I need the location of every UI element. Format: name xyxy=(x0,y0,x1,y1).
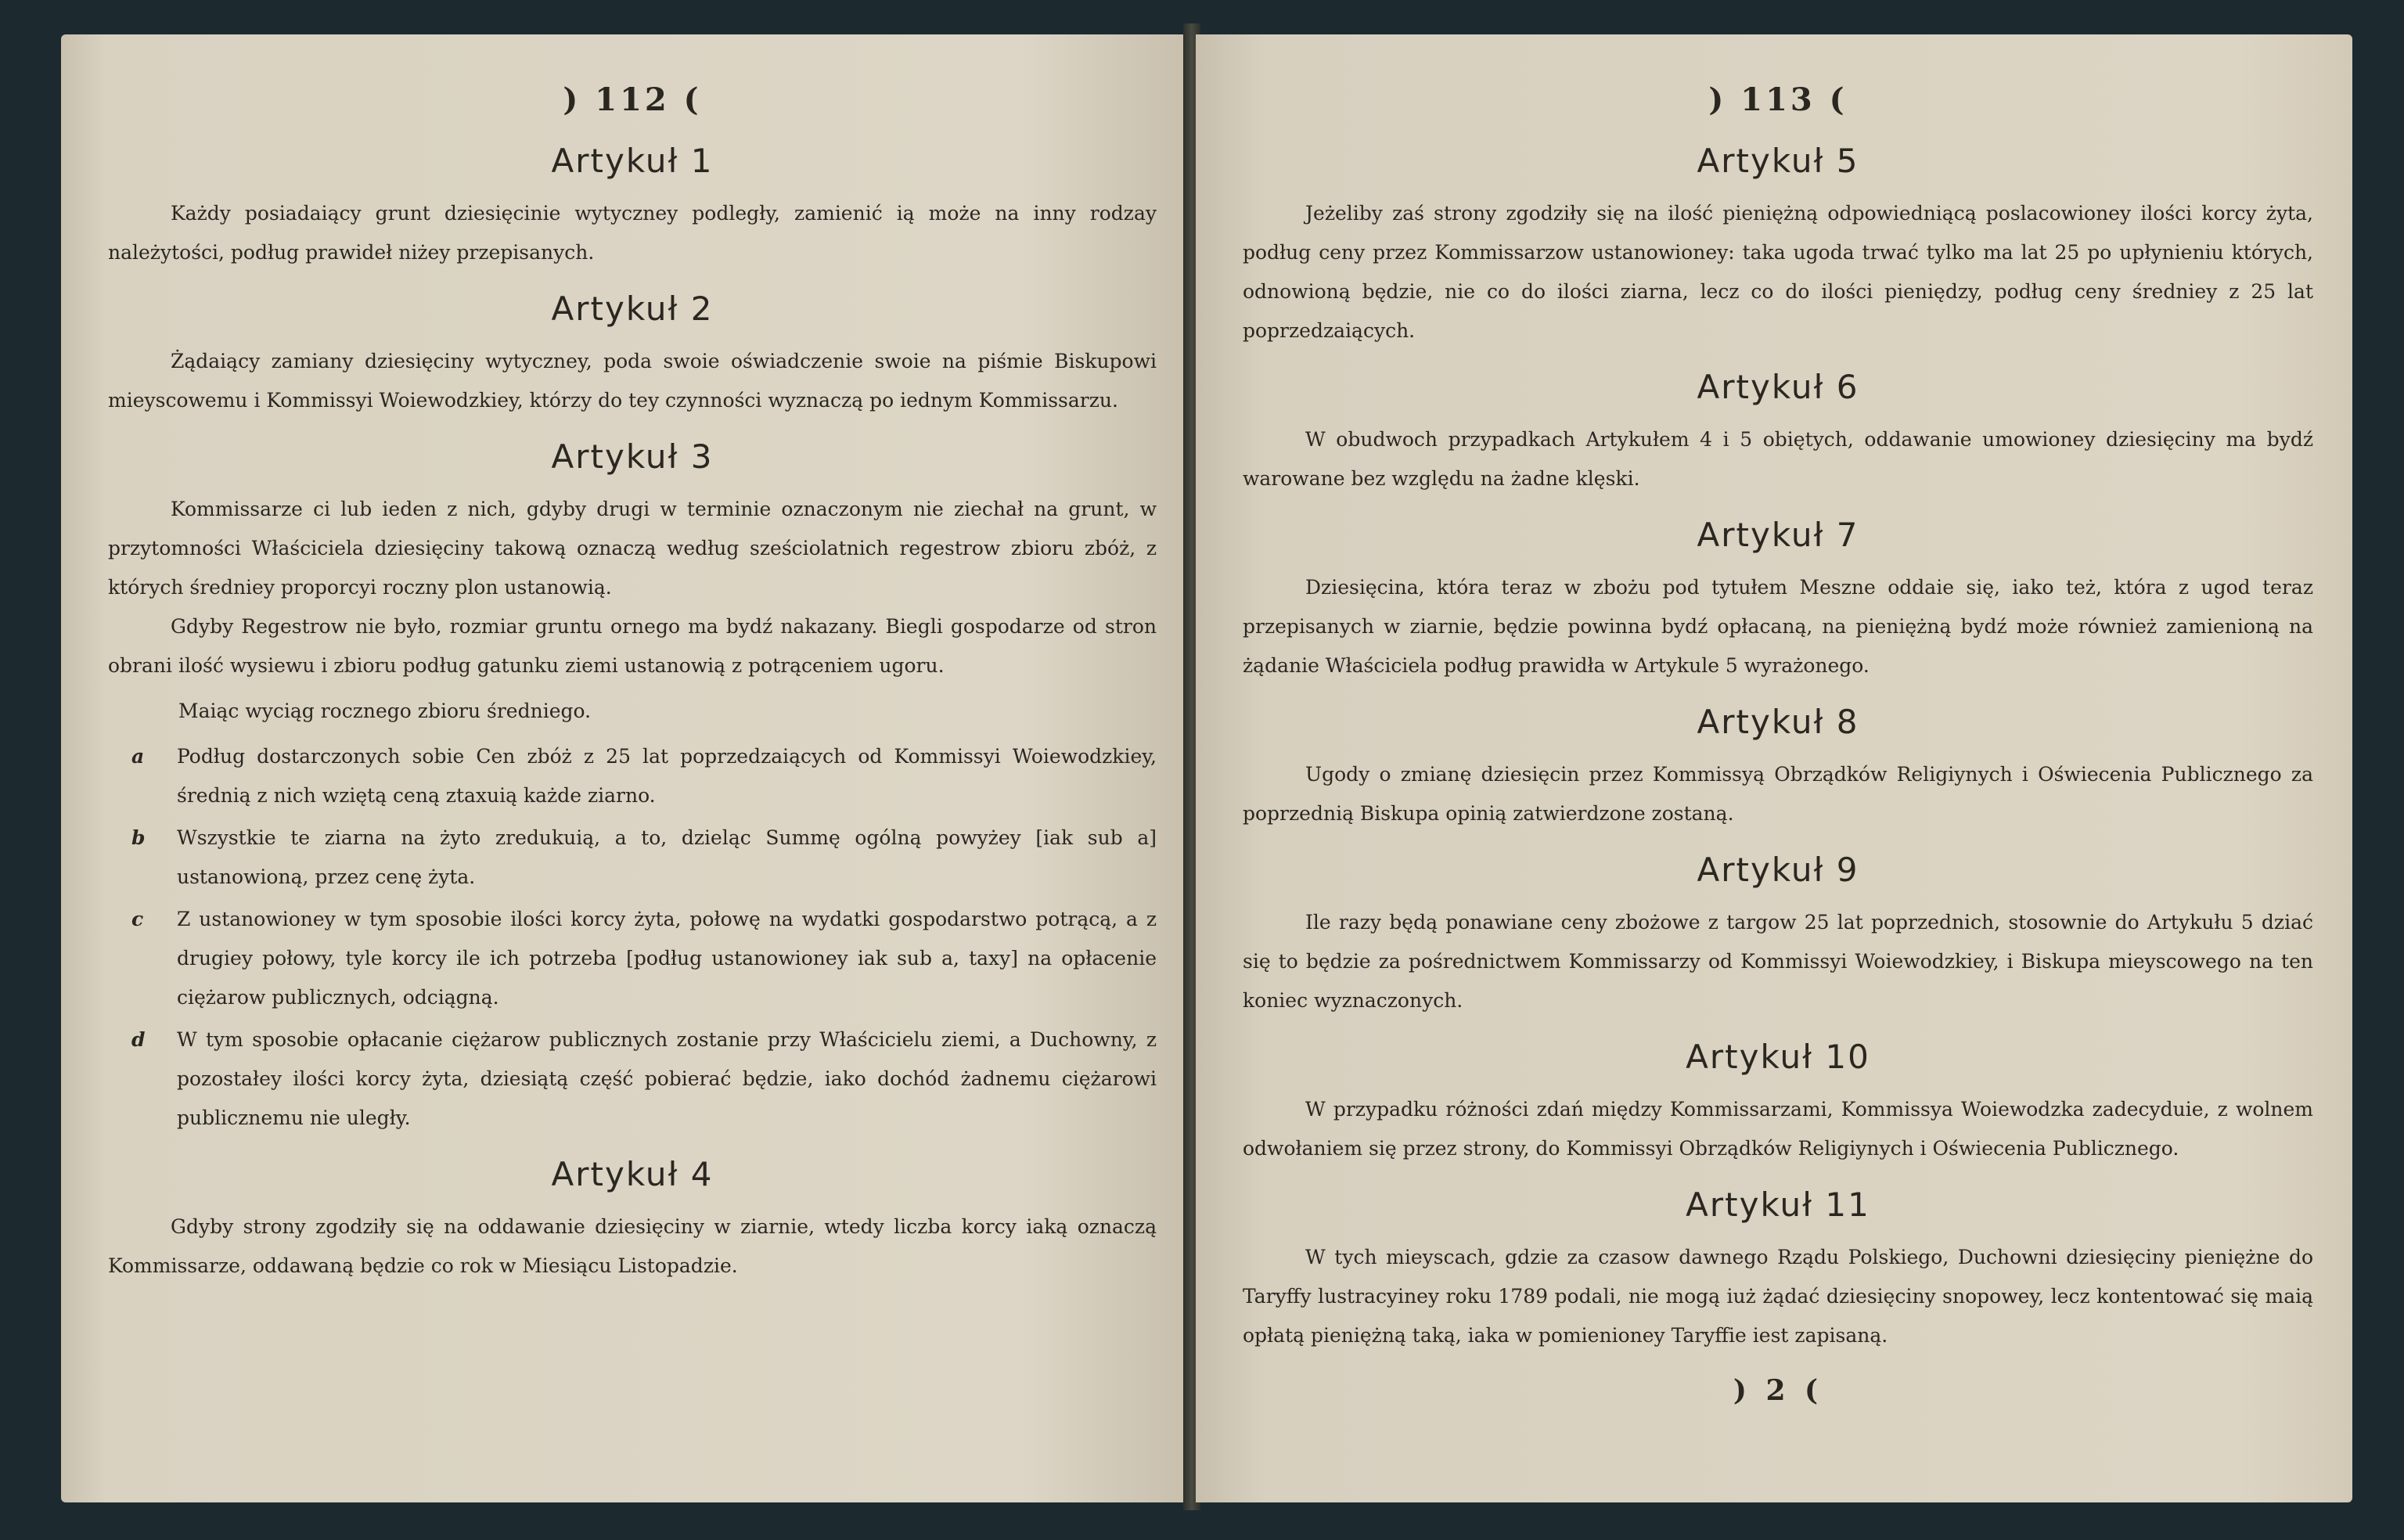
article-paragraph: Żądaiący zamiany dziesięciny wytyczney, poda swoie oświadczenie swoie na piśmie Biskupowi mieyscowemu i Kommissyi Woiewodzkiey, którzy do tey czynności wyznaczą po iednym Kommissarzu. xyxy=(108,350,1157,412)
item-text: Wszystkie te ziarna na żyto zredukuią, a to, dzieląc Summę ogólną powyżey [iak sub a] ustanowioną, przez cenę żyta. xyxy=(177,826,1157,888)
article-heading: Artykuł 5 xyxy=(1697,142,1859,180)
item-letter: d xyxy=(131,1028,146,1051)
article-heading: Artykuł 8 xyxy=(1697,703,1859,741)
article-intro: Maiąc wyciąg rocznego zbioru średniego. xyxy=(178,700,592,722)
article-heading: Artykuł 11 xyxy=(1686,1186,1870,1224)
list-item xyxy=(108,1020,1157,1138)
article-heading: Artykuł 7 xyxy=(1697,516,1859,554)
article-paragraph: Jeżeliby zaś strony zgodziły się na ilość pieniężną odpowiedniącą poslacowioney ilości korcy żyta, podług ceny przez Kommissarzow ustanowioney: taka ugoda trwać tylko ma lat 25 po upłynieniu których, odnowioną będzie, nie co do ilości ziarna, lecz co do ilości pieniędzy, podług ceny średniey z 25 lat poprzedzaiących. xyxy=(1243,202,2313,342)
right-page-content xyxy=(1243,81,2313,1407)
list-item xyxy=(108,737,1157,815)
left-page-content xyxy=(108,81,1157,1286)
article-paragraph: W obudwoch przypadkach Artykułem 4 i 5 obiętych, oddawanie umowioney dziesięciny ma bydź warowane bez względu na żadne klęski. xyxy=(1243,428,2313,490)
article-heading: Artykuł 9 xyxy=(1697,851,1859,889)
article-paragraph: Kommissarze ci lub ieden z nich, gdyby drugi w terminie oznaczonym nie ziechał na grunt, w przytomności Właściciela dziesięciny takową oznaczą według sześciolatnich regestrow zbioru zbóż, z których średniey proporcyi roczny plon ustanowią. xyxy=(108,498,1157,599)
item-text: Podług dostarczonych sobie Cen zbóż z 25 lat poprzedzaiących od Kommissyi Woiewodzkiey, średnią z nich wziętą ceną ztaxuią każde ziarno. xyxy=(177,745,1157,807)
article-heading: Artykuł 2 xyxy=(551,290,714,328)
article-heading: Artykuł 10 xyxy=(1686,1038,1870,1076)
article-heading: Artykuł 4 xyxy=(551,1155,714,1193)
item-letter: c xyxy=(131,908,144,930)
article-paragraph: W przypadku różności zdań między Kommissarzami, Kommissya Woiewodzka zadecyduie, z wolnem odwołaniem się przez strony, do Kommissyi Obrządków Religiynych i Oświecenia Publicznego. xyxy=(1243,1098,2313,1160)
page-number: ) 113 ( xyxy=(1708,81,1848,118)
article-paragraph: Ugody o zmianę dziesięcin przez Kommissyą Obrządków Religiynych i Oświecenia Publicznego za poprzednią Biskupa opinią zatwierdzone zostaną. xyxy=(1243,763,2313,825)
signature-mark: ) 2 ( xyxy=(1733,1374,1823,1407)
article-heading: Artykuł 6 xyxy=(1697,368,1859,406)
left-page xyxy=(61,34,1188,1502)
article-paragraph: Gdyby Regestrow nie było, rozmiar gruntu ornego ma bydź nakazany. Biegli gospodarze od stron obrani ilość wysiewu i zbioru podług gatunku ziemi ustanowią z potrąceniem ugoru. xyxy=(108,615,1157,677)
item-text: Z ustanowioney w tym sposobie ilości korcy żyta, połowę na wydatki gospodarstwo potrącą, a z drugiey połowy, tyle korcy ile ich potrzeba [podług ustanowioney iak sub a, taxy] na opłacenie ciężarow publicznych, odciągną. xyxy=(177,908,1157,1009)
right-page xyxy=(1196,34,2352,1502)
article-paragraph: Każdy posiadaiący grunt dziesięcinie wytyczney podległy, zamienić ią może na inny rodzay należytości, podług prawideł niżey przepisanych. xyxy=(108,202,1157,264)
article-heading: Artykuł 3 xyxy=(551,437,714,476)
list-item xyxy=(108,819,1157,897)
item-letter: b xyxy=(131,826,146,849)
article-paragraph: Dziesięcina, która teraz w zbożu pod tytułem Meszne oddaie się, iako też, która z ugod teraz przepisanych w ziarnie, będzie powinna bydź opłacaną, na pieniężną bydź może również zamienioną na żądanie Właściciela podług prawidła w Artykule 5 wyrażonego. xyxy=(1243,576,2313,677)
page-number: ) 112 ( xyxy=(563,81,702,118)
article-heading: Artykuł 1 xyxy=(551,142,714,180)
article-paragraph: Gdyby strony zgodziły się na oddawanie dziesięciny w ziarnie, wtedy liczba korcy iaką oznaczą Kommissarze, oddawaną będzie co rok w Miesiącu Listopadzie. xyxy=(108,1215,1157,1277)
item-text: W tym sposobie opłacanie ciężarow publicznych zostanie przy Właścicielu ziemi, a Duchowny, z pozostałey ilości korcy żyta, dziesiątą część pobierać będzie, iako dochód żadnemu ciężarowi publicznemu nie uległy. xyxy=(177,1028,1157,1129)
item-letter: a xyxy=(131,745,145,768)
article-paragraph: Ile razy będą ponawiane ceny zbożowe z targow 25 lat poprzednich, stosownie do Artykułu 5 dziać się to będzie za pośrednictwem Kommissarzy od Kommissyi Woiewodzkiey, i Biskupa mieyscowego na ten koniec wyznaczonych. xyxy=(1243,911,2313,1012)
article-paragraph: W tych mieyscach, gdzie za czasow dawnego Rządu Polskiego, Duchowni dziesięciny pieniężne do Taryffy lustracyiney roku 1789 podali, nie mogą iuż żądać dziesięciny snopowey, lecz kontentować się maią opłatą pieniężną taką, iaka w pomienioney Taryffie iest zapisaną. xyxy=(1243,1246,2313,1347)
list-item xyxy=(108,900,1157,1017)
